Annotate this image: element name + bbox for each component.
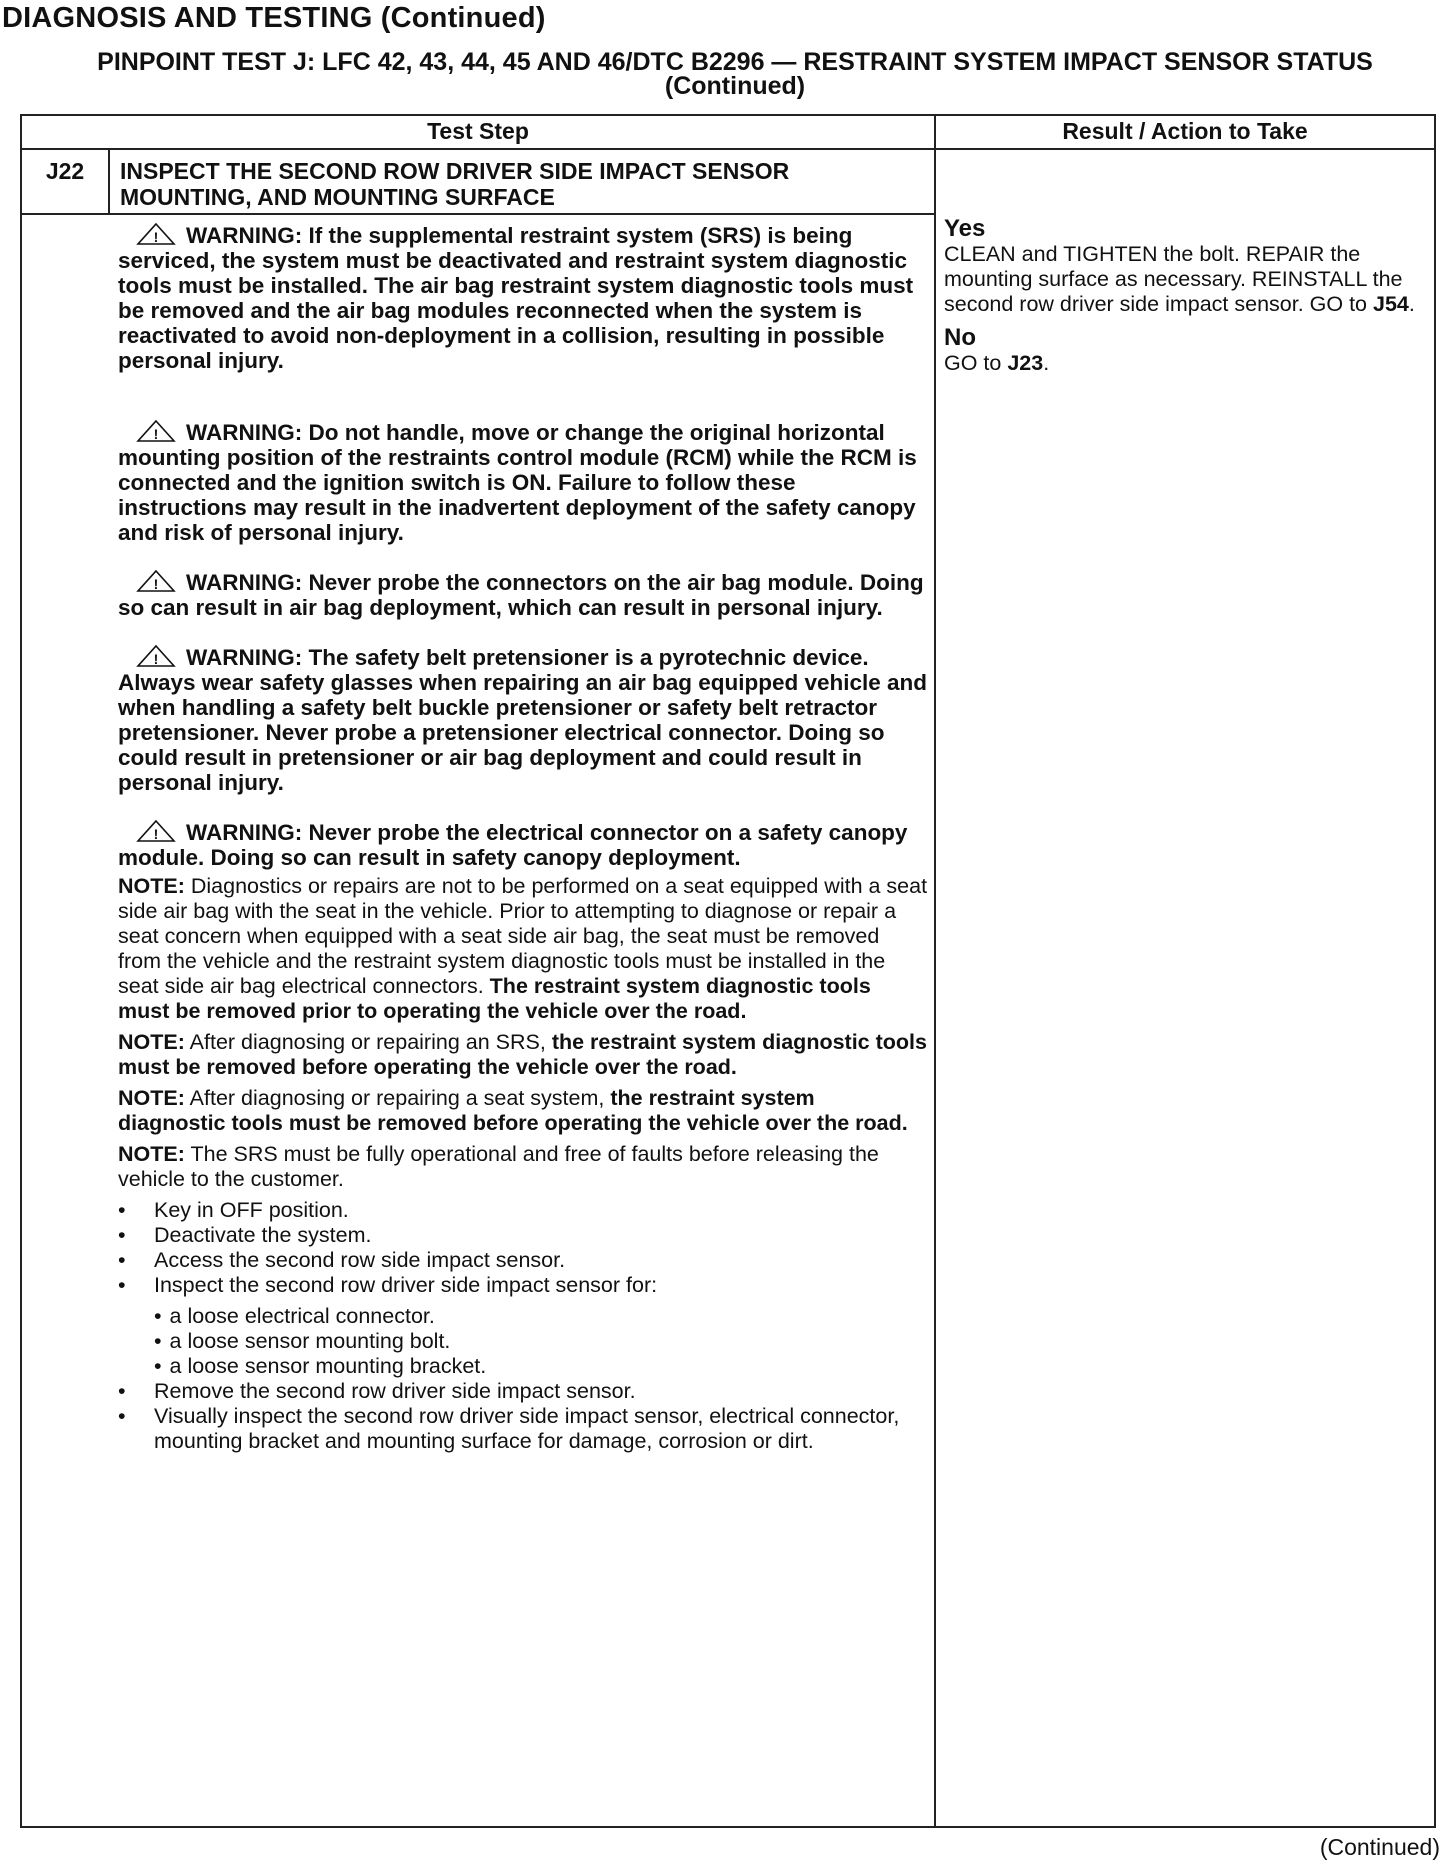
procedure-list-continued [118,1379,928,1454]
warning-triangle-icon [136,644,176,668]
column-header-test-step: Test Step [427,118,529,144]
note-label: NOTE: [118,1086,185,1110]
note-srs-operational [118,1142,928,1192]
warning-text: WARNING: If the supplemental restraint system (SRS) is being serviced, the system must be deactivated and restraint system diagnostic tools must be installed. The air bag restraint system diagnostic tools must be removed and the air bag modules reconnected when the system is reactivated to avoid non-deployment in a collision, resulting in possible personal injury. [118,223,914,373]
step-id: J22 [45,158,85,184]
sub-list-item: • a loose electrical connector. [154,1304,435,1328]
note-bold-text: the restraint system diagnostic tools must be removed before operating the vehicle over the road. [118,1086,908,1135]
svg-text:!: ! [153,651,159,667]
column-header-result: Result / Action to Take [1062,118,1308,144]
svg-text:!: ! [153,229,159,245]
svg-text:!: ! [153,576,159,592]
note-label: NOTE: [118,874,185,898]
warning-text: WARNING: Do not handle, move or change the original horizontal mounting position of the restraints control module (RCM) while the RCM is connected and the ignition switch is ON. Failure to follow these instructions may result in the inadvertent deployment of the safety canopy and risk of personal injury. [118,420,917,545]
list-item: • Visually inspect the second row driver side impact sensor, electrical connector, mounting bracket and mounting surface for damage, corrosion or dirt. [118,1404,928,1454]
list-item: • Inspect the second row driver side impact sensor for: [118,1273,928,1298]
warning-rcm-position [118,419,928,545]
result-no-label: No [944,324,976,351]
note-bold-text: the restraint system diagnostic tools must be removed before operating the vehicle over the road. [118,1030,927,1079]
list-item: • Remove the second row driver side impact sensor. [118,1379,928,1404]
sub-list-text: a loose electrical connector. [169,1304,435,1328]
page-title: DIAGNOSIS AND TESTING (Continued) [2,2,546,34]
result-yes-end: . [1408,292,1415,316]
warning-triangle-icon [136,222,176,246]
list-item: • Deactivate the system. [118,1223,928,1248]
procedure-list [118,1198,928,1298]
svg-text:!: ! [153,826,159,842]
note-after-seat-system [118,1086,928,1136]
note-text: After diagnosing or repairing an SRS, [184,1030,552,1054]
test-step-body [118,222,928,1454]
pinpoint-test-title: PINPOINT TEST J: LFC 42, 43, 44, 45 AND 46/DTC B2296 — RESTRAINT SYSTEM IMPACT SENSOR STATUS (Continued) [97,48,1373,100]
result-no-action [944,351,1424,376]
svg-text:!: ! [153,426,159,442]
warning-srs-service [118,222,928,373]
warning-safety-canopy [118,819,928,870]
result-no-end: . [1043,351,1050,375]
result-no-text: GO to [944,351,1008,375]
sub-list-text: a loose sensor mounting bracket. [169,1354,487,1378]
step-title: INSPECT THE SECOND ROW DRIVER SIDE IMPACT SENSOR MOUNTING, AND MOUNTING SURFACE [120,158,790,210]
warning-triangle-icon [136,569,176,593]
warning-triangle-icon [136,819,176,843]
goto-link-yes[interactable]: J54 [1372,292,1409,316]
column-divider [934,114,936,1828]
list-item: • Key in OFF position. [118,1198,928,1223]
warning-text: WARNING: Never probe the connectors on the air bag module. Doing so can result in air bag deployment, which can result in personal injury. [118,570,924,620]
note-seat-side-air-bag [118,874,928,1024]
note-after-srs [118,1030,928,1080]
warning-triangle-icon [136,419,176,443]
note-bold-text: The restraint system diagnostic tools must be removed prior to operating the vehicle over the road. [118,974,871,1023]
note-text: Diagnostics or repairs are not to be performed on a seat equipped with a seat side air bag with the seat in the vehicle. Prior to attempting to diagnose or repair a seat concern when equipped with a seat side air bag, the seat must be removed from the vehicle and the restraint system diagnostic tools must be installed in the seat side air bag electrical connectors. [118,874,928,998]
warning-text: WARNING: The safety belt pretensioner is a pyrotechnic device. Always wear safety glasses when repairing an air bag equipped vehicle and when handling a safety belt buckle pretensioner or safety belt retractor pretensioner. Never probe a pretensioner electrical connector. Doing so could result in pretensioner or air bag deployment and could result in personal injury. [118,645,928,795]
note-label: NOTE: [118,1030,185,1054]
result-yes-action [944,242,1424,317]
sub-list-item: • a loose sensor mounting bracket. [154,1354,487,1378]
list-item: • Access the second row side impact sensor. [118,1248,928,1273]
step-id-divider [108,148,110,214]
inspection-sub-list [118,1304,928,1379]
result-yes-label: Yes [944,215,986,242]
note-label: NOTE: [118,1142,185,1166]
goto-link-no[interactable]: J23 [1007,351,1044,375]
warning-air-bag-connectors [118,569,928,620]
warning-pretensioner [118,644,928,795]
warning-text: WARNING: Never probe the electrical connector on a safety canopy module. Doing so can result in safety canopy deployment. [118,820,908,870]
continued-footer: (Continued) [1319,1834,1440,1860]
header-divider [20,148,1436,150]
result-action-column [944,214,1424,384]
note-text: After diagnosing or repairing a seat system, [184,1086,611,1110]
sub-list-text: a loose sensor mounting bolt. [169,1329,451,1353]
note-text: The SRS must be fully operational and free of faults before releasing the vehicle to the customer. [118,1142,879,1191]
sub-list-item: • a loose sensor mounting bolt. [154,1329,451,1353]
step-title-divider [20,213,936,215]
result-yes-text: CLEAN and TIGHTEN the bolt. REPAIR the mounting surface as necessary. REINSTALL the second row driver side impact sensor. GO to [944,242,1403,316]
